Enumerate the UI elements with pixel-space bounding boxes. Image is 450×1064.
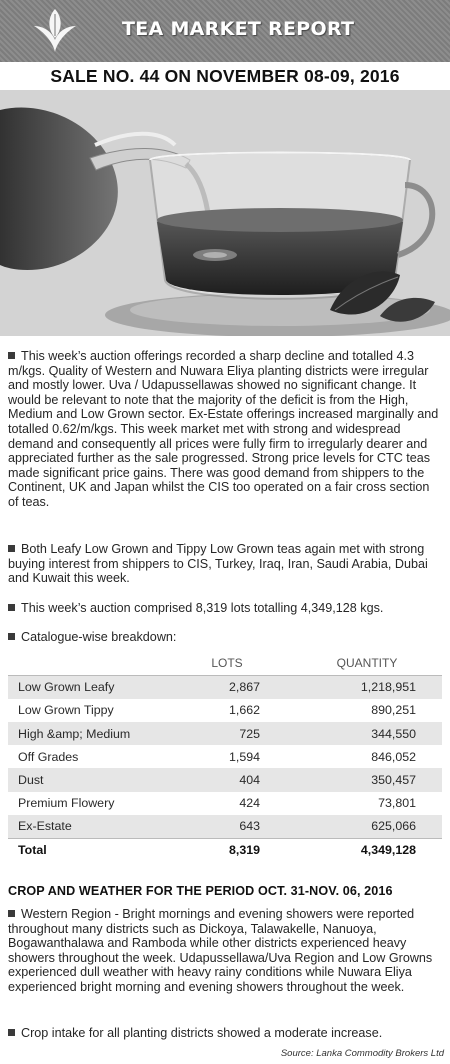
table-header-lots: LOTS: [211, 656, 243, 671]
row-quantity: 344,550: [292, 722, 442, 745]
row-lots: 424: [239, 796, 260, 811]
auction-total-text: This week’s auction comprised 8,319 lots totalling 4,349,128 kgs.: [21, 601, 384, 615]
crop-intake-text: Crop intake for all planting districts showed a moderate increase.: [21, 1026, 383, 1040]
demand-paragraph: [8, 542, 444, 586]
row-category: Ex-Estate: [8, 815, 184, 838]
row-category: Dust: [8, 768, 184, 791]
table-header-category: [8, 652, 184, 675]
table-row: [8, 745, 442, 768]
square-bullet-icon: [8, 910, 15, 917]
square-bullet-icon: [8, 604, 15, 611]
source-credit: Source: Lanka Commodity Brokers Ltd: [280, 1048, 444, 1059]
square-bullet-icon: [8, 1029, 15, 1036]
total-label: Total: [8, 838, 184, 861]
tea-leaf-logo-icon: [30, 6, 80, 56]
auction-total-paragraph: [8, 601, 444, 616]
row-quantity: 350,457: [292, 768, 442, 791]
table-header-quantity: QUANTITY: [336, 656, 398, 671]
row-lots: 2,867: [184, 675, 292, 698]
crop-intake-paragraph: [8, 1026, 444, 1041]
row-lots: 1,594: [228, 749, 260, 764]
row-category: Premium Flowery: [18, 796, 115, 811]
row-lots: 1,662: [228, 703, 260, 718]
row-lots: 404: [184, 768, 292, 791]
total-lots: 8,319: [184, 838, 292, 861]
row-quantity: 846,052: [371, 749, 416, 764]
banner-title: TEA MARKET REPORT: [122, 18, 355, 40]
tea-cup-illustration: [0, 90, 450, 336]
row-quantity: 625,066: [292, 815, 442, 838]
table-row: [8, 675, 442, 698]
row-category: Low Grown Leafy: [8, 675, 184, 698]
row-lots: 643: [184, 815, 292, 838]
breakdown-heading: [8, 630, 444, 645]
demand-text: Both Leafy Low Grown and Tippy Low Grown teas again met with strong buying interest from shippers to CIS, Turkey, Iraq, Iran, Saudi Arabia, Dubai and Kuwait this week.: [8, 542, 428, 586]
square-bullet-icon: [8, 545, 15, 552]
square-bullet-icon: [8, 633, 15, 640]
summary-paragraph: [8, 349, 444, 510]
row-category: High &amp; Medium: [8, 722, 184, 745]
crop-weather-heading: CROP AND WEATHER FOR THE PERIOD OCT. 31-NOV. 06, 2016: [8, 884, 393, 898]
summary-text-tail: of teas.: [8, 494, 50, 509]
sale-title: SALE NO. 44 ON NOVEMBER 08-09, 2016: [50, 66, 400, 86]
row-category: Low Grown Tippy: [18, 703, 114, 718]
catalogue-breakdown-table: [8, 652, 442, 862]
table-total-row: [8, 838, 442, 861]
row-quantity: 1,218,951: [292, 675, 442, 698]
square-bullet-icon: [8, 352, 15, 359]
total-quantity: 4,349,128: [292, 838, 442, 861]
table-row: [8, 768, 442, 791]
row-lots: 725: [184, 722, 292, 745]
row-category: Off Grades: [18, 749, 79, 764]
table-row: [8, 699, 442, 722]
breakdown-heading-text: Catalogue-wise breakdown:: [21, 630, 177, 644]
table-row: [8, 792, 442, 815]
summary-text: This week’s auction offerings recorded a sharp decline and totalled 4.3 m/kgs. Quality of Western and Nuwara Eliya planting districts were irregular and mostly lower. Uva / Udapussellawas showed no significant change. It would be relevant to note that the majority of the deficit is from the High, Medium and Low Grown sector. Ex-Estate offerings increased marginally and totalled 0.62/m/kgs. This week market met with strong and widespread demand and consequently all prices were fully firm to irregularly dearer and appreciated further as the sale progressed. Strong price levels for CTC teas made significant price gains. There was good demand from shippers to the Continent, UK and Japan whilst the CIS too operated on a fair cross section: [8, 349, 439, 495]
row-quantity: 73,801: [378, 796, 416, 811]
report-banner: [0, 0, 450, 62]
table-row: [8, 815, 442, 838]
crop-weather-paragraph: [8, 907, 444, 995]
table-row: [8, 722, 442, 745]
crop-weather-text: Western Region - Bright mornings and evening showers were reported throughout many districts such as Dickoya, Talawakelle, Nanuoya, Bogawanthalawa and Ramboda while other districts experienced heavy showers throughout the week. Udapussellawa/Uva Region and Low Growns experienced dull weather with heavy rainy conditions while Nuwara Eliya experienced bright morning and evening showers throughout the week.: [8, 907, 433, 994]
tea-pouring-photo: [0, 90, 450, 336]
table-header-row: [8, 652, 442, 675]
row-quantity: 890,251: [371, 703, 416, 718]
